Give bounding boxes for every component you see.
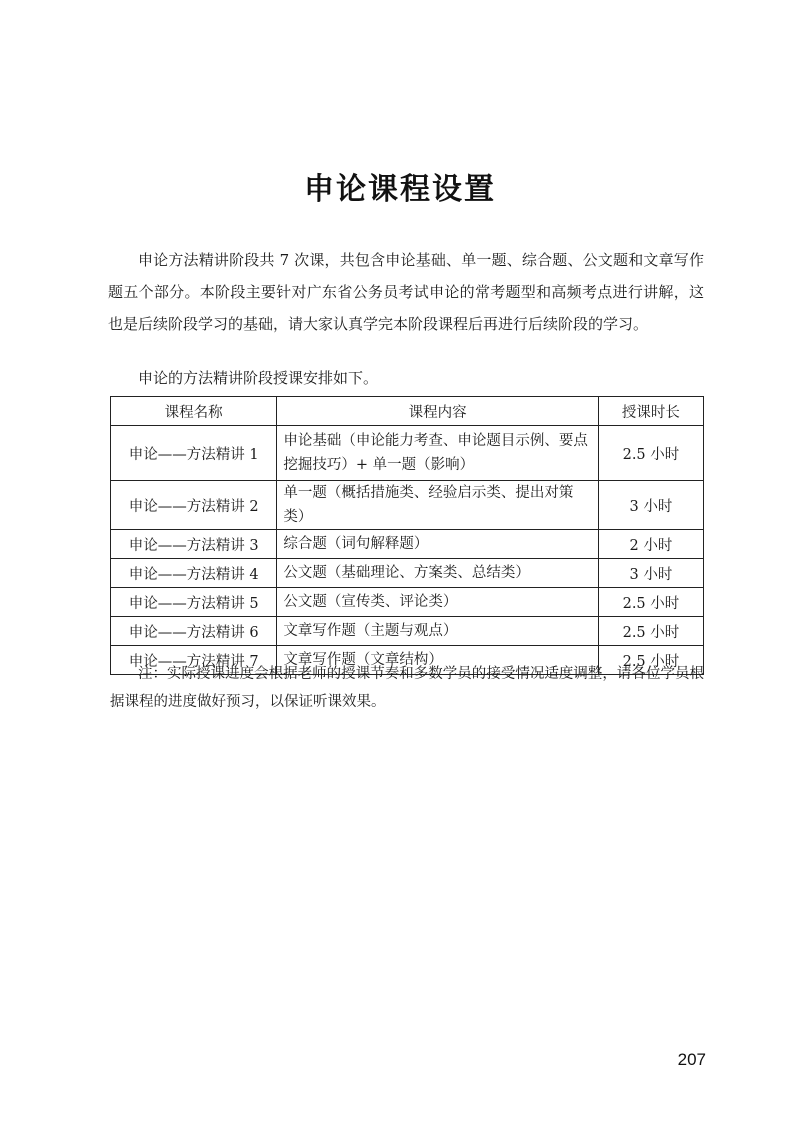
course-schedule-table: [110, 396, 704, 675]
course-name-cell: 申论——方法精讲 1: [111, 426, 277, 481]
course-name-cell: 申论——方法精讲 3: [111, 530, 277, 559]
course-name-cell: 申论——方法精讲 5: [111, 588, 277, 617]
table-row: [111, 617, 704, 646]
course-content-cell: 单一题（概括措施类、经验启示类、提出对策类）: [277, 481, 599, 530]
table-row: [111, 588, 704, 617]
course-name-cell: 申论——方法精讲 4: [111, 559, 277, 588]
table-row: [111, 530, 704, 559]
course-hours-cell: 2 小时: [598, 530, 703, 559]
course-name-cell: 申论——方法精讲 6: [111, 617, 277, 646]
course-content-cell: 公文题（基础理论、方案类、总结类）: [277, 559, 599, 588]
table-row: [111, 559, 704, 588]
page-title: 申论课程设置: [304, 172, 496, 207]
course-hours-cell: 2.5 小时: [598, 646, 703, 675]
course-name-cell: 申论——方法精讲 2: [111, 481, 277, 530]
header-course-name: 课程名称: [111, 397, 277, 426]
header-course-hours: 授课时长: [598, 397, 703, 426]
course-hours-cell: 2.5 小时: [598, 588, 703, 617]
course-hours-cell: 2.5 小时: [598, 617, 703, 646]
footnote-text: 注：实际授课进度会根据老师的授课节奏和多数学员的接受情况适度调整，请各位学员根据课程的进度做好预习，以保证听课效果。: [110, 666, 704, 710]
course-content-cell: 综合题（词句解释题）: [277, 530, 599, 559]
course-name-cell: 申论——方法精讲 7: [111, 646, 277, 675]
table-header-row: [111, 397, 704, 426]
course-hours-cell: 3 小时: [598, 481, 703, 530]
header-course-content: 课程内容: [277, 397, 599, 426]
course-hours-cell: 3 小时: [598, 559, 703, 588]
course-content-cell: 文章写作题（文章结构）: [277, 646, 599, 675]
table-row: [111, 481, 704, 530]
course-content-cell: 公文题（宣传类、评论类）: [277, 588, 599, 617]
intro-paragraph: 申论方法精讲阶段共 7 次课，共包含申论基础、单一题、综合题、公文题和文章写作题五个部分。本阶段主要针对广东省公务员考试申论的常考题型和高频考点进行讲解，这也是后续阶段学习的基础，请大家认真学完本阶段课程后再进行后续阶段的学习。: [108, 251, 704, 333]
schedule-lead-text: 申论的方法精讲阶段授课安排如下。: [138, 369, 379, 387]
table-row: [111, 426, 704, 481]
course-content-cell: 文章写作题（主题与观点）: [277, 617, 599, 646]
course-hours-cell: 2.5 小时: [598, 426, 703, 481]
page-number: 207: [677, 1050, 706, 1069]
course-content-cell: 申论基础（申论能力考查、申论题目示例、要点挖掘技巧）+ 单一题（影响）: [277, 426, 599, 481]
